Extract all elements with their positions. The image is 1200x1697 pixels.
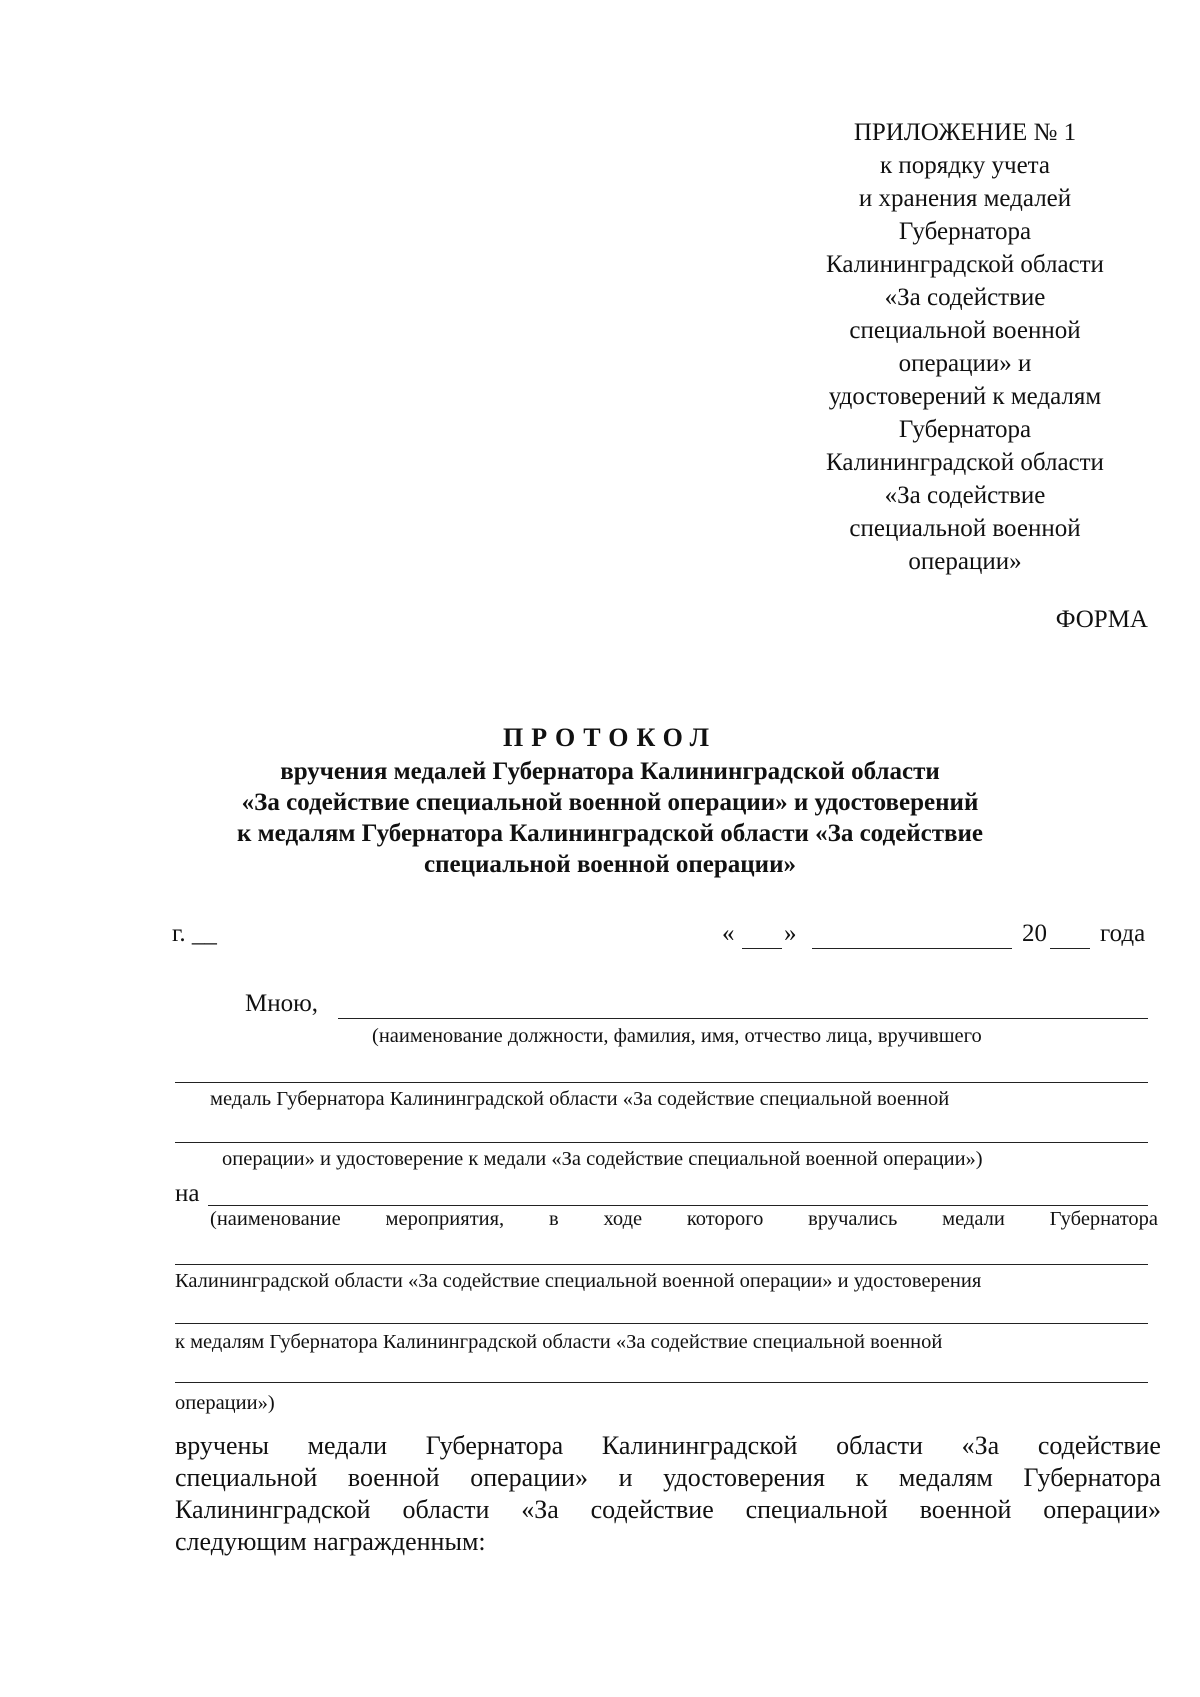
event-hint-2: Калининградской области «За содействие специальной военной операции» и удостоверения [175,1270,982,1292]
appendix-line: Губернатора [898,218,1032,245]
word: Калининградской [175,1495,371,1524]
appendix-line: специальной военной [849,515,1081,542]
city-field: г. __ [172,920,217,947]
by-me-label: Мною, [245,990,319,1017]
appendix-line: ПРИЛОЖЕНИЕ № 1 [853,119,1077,146]
event-line-1 [208,1205,1148,1206]
appendix-line: «За содействие [884,482,1046,509]
title-line: к медалям Губернатора Калининградской области «За содействие [237,820,983,847]
event-hint-4: операции») [175,1392,275,1414]
body-row [175,1494,1161,1526]
word: содействие [590,1495,714,1524]
body-row [175,1430,1161,1462]
word: операции» [470,1463,588,1492]
body-row [175,1462,1161,1494]
hint-word: медали [942,1208,1005,1230]
word: военной [347,1463,440,1492]
day-blank [742,948,782,949]
word: вручены [175,1431,269,1460]
word: удостоверения [663,1463,825,1492]
word: «За [961,1431,1000,1460]
appendix-line: специальной военной [849,317,1081,344]
person-line-3 [175,1142,1148,1143]
appendix-block [800,116,1130,578]
word: «За [521,1495,559,1524]
hint-word: Губернатора [1049,1208,1158,1230]
on-label: на [175,1180,200,1207]
word: области [402,1495,490,1524]
title-line: вручения медалей Губернатора Калининградской области [280,758,940,785]
word: Губернатора [425,1431,564,1460]
event-line-3 [175,1323,1148,1324]
hint-word: (наименование [210,1208,341,1230]
word: медали [307,1431,388,1460]
word: специальной [745,1495,888,1524]
hint-word: которого [686,1208,764,1230]
word: и [618,1463,633,1492]
hint-word: мероприятия, [385,1208,505,1230]
title-line: «За содействие специальной военной операции» и удостоверений [241,789,979,816]
event-line-4 [175,1382,1148,1383]
year-blank [1050,948,1090,949]
person-hint-2: медаль Губернатора Калининградской области «За содействие специальной военной [210,1088,950,1110]
protocol-heading: ПРОТОКОЛ [503,723,717,752]
day-quote-open: « [722,920,735,947]
word: к [855,1463,869,1492]
event-line-2 [175,1264,1148,1265]
year-prefix: 20 [1022,920,1047,947]
word: операции» [1043,1495,1161,1524]
person-line-1 [338,1018,1148,1019]
event-hint-1 [210,1208,1158,1231]
protocol-title [160,722,1060,880]
appendix-line: Губернатора [898,416,1032,443]
body-last-line: следующим награжденным: [175,1527,486,1556]
title-line: специальной военной операции» [424,851,796,878]
word: Губернатора [1023,1463,1161,1492]
person-hint-3: операции» и удостоверение к медали «За содействие специальной военной операции») [222,1148,983,1170]
hint-word: ходе [603,1208,643,1230]
appendix-line: операции» [908,548,1022,575]
word: военной [919,1495,1012,1524]
appendix-line: и хранения медалей [858,185,1072,212]
word: содействие [1037,1431,1161,1460]
hint-word: в [548,1208,559,1230]
body-paragraph [175,1430,1161,1558]
appendix-line: Калининградской области [826,449,1104,476]
word: Калининградской [601,1431,798,1460]
appendix-line: к порядку учета [879,152,1051,179]
hint-word: вручались [808,1208,898,1230]
day-quote-close: » [784,920,797,947]
year-suffix: года [1100,920,1146,947]
word: области [836,1431,923,1460]
person-hint-1: (наименование должности, фамилия, имя, отчество лица, вручившего [372,1025,982,1047]
person-line-2 [175,1082,1148,1083]
word: медалям [898,1463,993,1492]
appendix-line: Калининградской области [826,251,1104,278]
appendix-line: операции» и [898,350,1032,377]
month-blank [812,948,1012,949]
appendix-line: удостоверений к медалям [828,383,1102,410]
appendix-line: «За содействие [884,284,1046,311]
form-label: ФОРМА [1055,606,1148,633]
word: специальной [175,1463,318,1492]
event-hint-3: к медалям Губернатора Калининградской области «За содействие специальной военной [175,1331,943,1353]
